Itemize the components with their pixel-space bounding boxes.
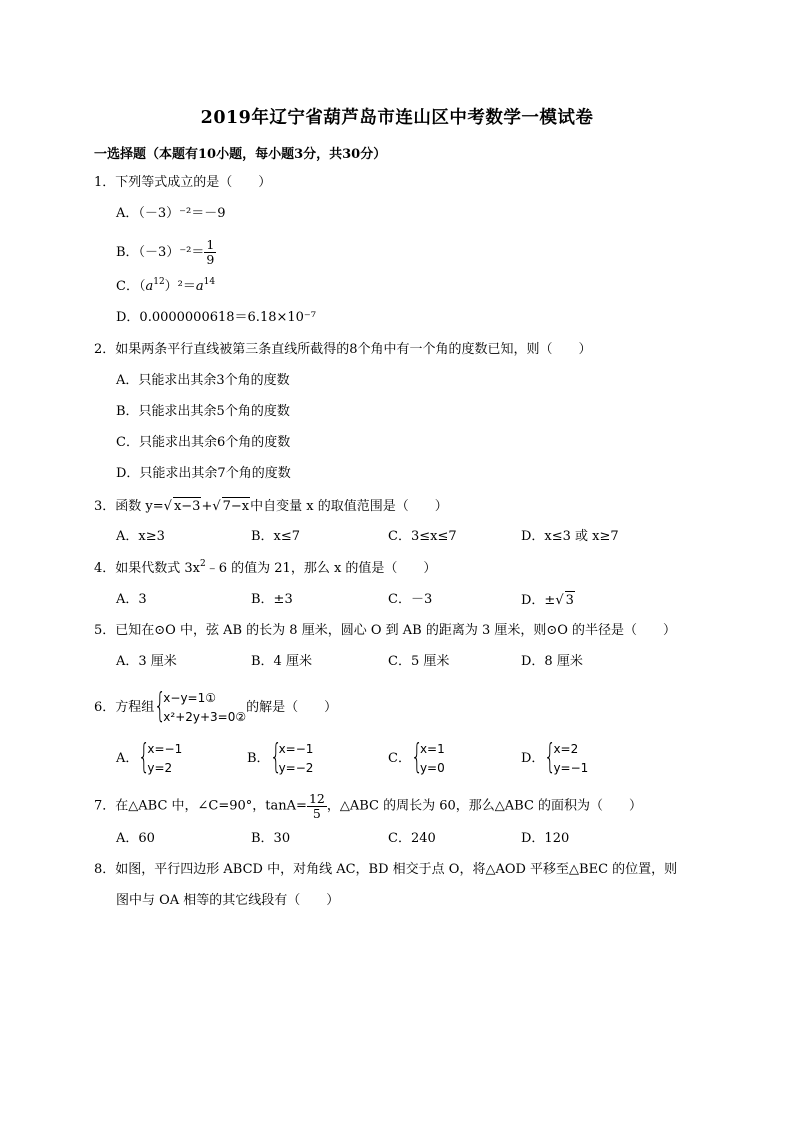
q1-c-mid: ）²＝ <box>164 279 196 294</box>
q2-option-d: D．只能求出其余7个角的度数 <box>116 466 291 481</box>
q6-d-row2: y=−1 <box>553 761 589 775</box>
q2-option-b: B．只能求出其余5个角的度数 <box>116 404 290 419</box>
q2-stem: 2．如果两条平行直线被第三条直线所截得的8个角中有一个角的度数已知，则（ ） <box>94 342 592 357</box>
left-brace-icon: { <box>410 737 423 777</box>
q7-numerator: 12 <box>308 791 325 806</box>
q1-c-prefix: C．（ <box>116 279 146 294</box>
q3-option-b: B．x≤7 <box>251 529 301 544</box>
q6-option-b <box>247 737 314 778</box>
q6-a-row1: x=−1 <box>147 742 183 756</box>
q8-stem-line2: 图中与 OA 相等的其它线段有（ ） <box>116 893 340 908</box>
q4-stem-exp: 2 <box>200 559 206 569</box>
q2-option-a: A．只能求出其余3个角的度数 <box>116 373 290 388</box>
q3-stem-prefix: 3．函数 y= <box>94 499 164 514</box>
q7-stem-suffix: ，△ABC 的周长为 60，那么△ABC 的面积为（ ） <box>326 798 643 814</box>
q5-stem: 5．已知在⊙O 中，弦 AB 的长为 8 厘米，圆心 O 到 AB 的距离为 3 厘米，则⊙O 的半径是（ ） <box>94 623 677 638</box>
q6-d-row1: x=2 <box>553 742 579 756</box>
q1-option-b-prefix: B．（－3）⁻²＝ <box>116 245 205 260</box>
q7-option-c: C．240 <box>388 831 436 846</box>
q7-fraction <box>307 792 327 821</box>
q7-option-a: A．60 <box>116 831 155 846</box>
q6-b-row1: x=−1 <box>278 742 314 756</box>
q7-option-d: D．120 <box>521 831 570 846</box>
q5-option-b: B．4 厘米 <box>251 654 312 669</box>
q6-equation-system <box>154 686 247 727</box>
q6-c-row2: y=0 <box>419 761 445 775</box>
q1-option-b <box>116 238 216 267</box>
q6-a-row2: y=2 <box>147 761 173 775</box>
q6-stem <box>94 686 338 727</box>
q6-b-label: B． <box>247 751 270 766</box>
left-brace-icon: { <box>154 686 167 726</box>
page-title: 2019年辽宁省葫芦岛市连山区中考数学一模试卷 <box>200 108 594 128</box>
q7-option-b: B．30 <box>251 831 291 846</box>
q6-eq2: x²+2y+3=0② <box>163 710 247 724</box>
q6-b-system <box>269 737 314 778</box>
q6-a-system <box>138 737 183 778</box>
q1-c-var2: a <box>195 279 204 294</box>
q4-stem <box>94 560 436 578</box>
q3-option-c: C．3≤x≤7 <box>388 529 457 544</box>
q6-c-label: C． <box>388 751 411 766</box>
q4-option-a: A．3 <box>116 592 147 607</box>
q4-option-c: C．－3 <box>388 592 433 607</box>
q4-option-d <box>521 591 575 610</box>
q7-denominator: 5 <box>312 806 321 821</box>
q1-c-exp12: 12 <box>153 277 165 287</box>
q1-option-a: A．（－3）⁻²＝－9 <box>116 206 226 221</box>
q6-c-row1: x=1 <box>419 742 445 756</box>
q2-option-c: C．只能求出其余6个角的度数 <box>116 435 291 450</box>
q7-stem <box>94 792 642 821</box>
q4-stem-prefix: 4．如果代数式 3x <box>94 561 201 576</box>
q6-d-label: D． <box>521 751 545 766</box>
q6-c-system <box>410 737 445 778</box>
left-brace-icon: { <box>138 737 151 777</box>
sqrt-icon: √ <box>555 593 564 608</box>
q6-stem-prefix: 6．方程组 <box>94 700 155 715</box>
q4-d-radicand: 3 <box>565 593 574 608</box>
q1-b-numerator: 1 <box>206 237 215 252</box>
q3-stem-suffix: 中自变量 x 的取值范围是（ ） <box>250 499 448 514</box>
q1-c-var: a <box>145 279 154 294</box>
q6-stem-suffix: 的解是（ ） <box>246 700 338 715</box>
q5-option-a: A．3 厘米 <box>116 654 177 669</box>
q5-option-d: D．8 厘米 <box>521 654 583 669</box>
q1-stem: 1．下列等式成立的是（ ） <box>94 175 272 190</box>
q1-option-b-fraction <box>204 238 216 267</box>
q6-a-label: A． <box>116 751 139 766</box>
left-brace-icon: { <box>269 737 282 777</box>
q6-b-row2: y=−2 <box>278 761 314 775</box>
q6-option-c <box>388 737 445 778</box>
q1-b-denominator: 9 <box>206 252 215 267</box>
q6-d-system <box>544 737 589 778</box>
q5-option-c: C．5 厘米 <box>388 654 450 669</box>
sqrt-icon: √ <box>212 499 221 514</box>
q6-option-d <box>521 737 589 778</box>
q3-option-a: A．x≥3 <box>116 529 165 544</box>
q7-stem-prefix: 7．在△ABC 中，∠C=90°，tanA= <box>94 798 307 814</box>
q3-stem <box>94 497 448 516</box>
q1-option-d: D．0.0000000618＝6.18×10⁻⁷ <box>116 310 316 325</box>
left-brace-icon: { <box>544 737 557 777</box>
q6-option-a <box>116 737 183 778</box>
sqrt-icon: √ <box>163 499 172 514</box>
q3-radicand-2: 7−x <box>222 499 250 514</box>
q4-stem-suffix: ﹣6 的值为 21，那么 x 的值是（ ） <box>205 561 437 576</box>
q1-c-exp14: 14 <box>203 277 216 287</box>
q3-option-d: D．x≤3 或 x≥7 <box>521 529 619 544</box>
q3-plus: + <box>201 499 213 514</box>
q6-eq1: x−y=1① <box>163 691 216 705</box>
q1-option-c <box>116 278 215 296</box>
q3-radicand-1: x−3 <box>173 499 201 514</box>
section-heading: 一选择题（本题有10小题，每小题3分，共30分） <box>94 147 387 162</box>
q4-d-prefix: D．± <box>521 593 556 608</box>
q4-option-b: B．±3 <box>251 592 293 607</box>
q8-stem-line1: 8．如图，平行四边形 ABCD 中，对角线 AC，BD 相交于点 O，将△AOD 平移至△BEC 的位置，则 <box>94 862 678 877</box>
